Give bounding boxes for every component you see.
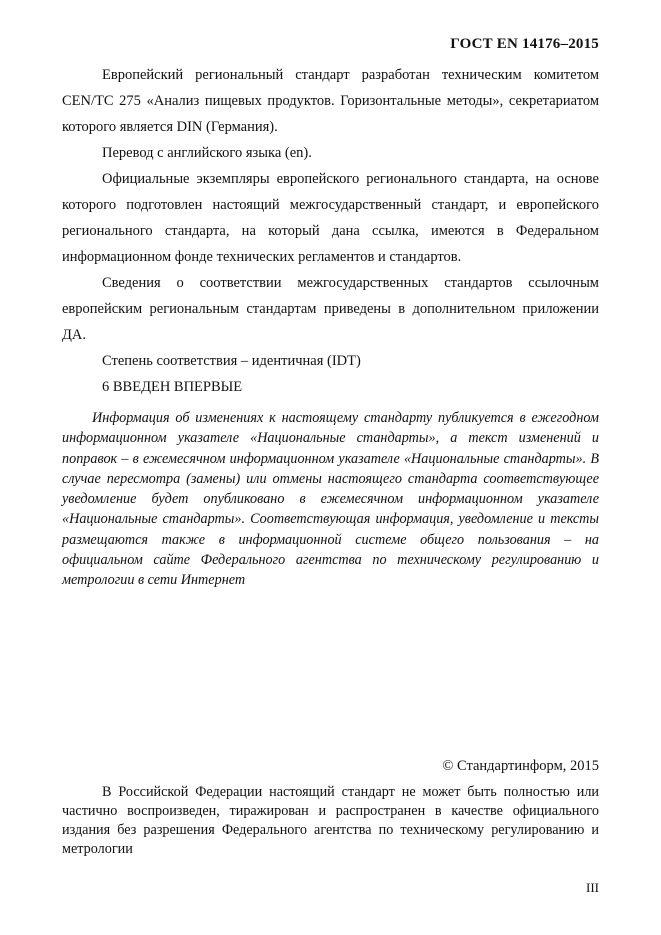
change-notice: Информация об изменениях к настоящему стандарту публикуется в ежегодном информационном указателе «Национальные стандарты», а текст изменений и поправок – в ежемесячном информационном указателе «Национальные стандарты». В случае пересмотра (замены) или отмены настоящего стандарта соответствующее уведомление будет опубликовано в ежемесячном информационном указателе «Национальные стандарты». Соответствующая информация, уведомление и тексты размещаются также в информационной системе общего пользования – на официальном сайте Федерального агентства по техническому регулированию и метрологии в сети Интернет — [62, 410, 599, 589]
paragraph-introduced-first: 6 ВВЕДЕН ВПЕРВЫЕ — [102, 379, 243, 395]
page-number: III — [586, 880, 599, 895]
paragraph-conformity-info: Сведения о соответствии межгосударственных стандартов ссылочным европейским региональным стандартам приведены в дополнительном приложении ДА. — [62, 275, 599, 343]
foreword-body — [62, 62, 599, 400]
paragraph-official-copies: Официальные экземпляры европейского регионального стандарта, на основе которого подготовлен настоящий межгосударственный стандарт, и европейского регионального стандарта, на который дана ссылка, имеются в Федеральном информационном фонде технических регламентов и стандартов. — [62, 171, 599, 265]
page-header-standard-id: ГОСТ EN 14176–2015 — [450, 36, 599, 52]
legal-note: В Российской Федерации настоящий стандарт не может быть полностью или частично воспроизведен, тиражирован и распространен в качестве официального издания без разрешения Федерального агентства по техническому регулированию и метрологии — [62, 784, 599, 857]
paragraph-degree-of-conformity: Степень соответствия – идентичная (IDT) — [102, 353, 361, 369]
paragraph-translation: Перевод с английского языка (en). — [102, 145, 312, 161]
copyright-line: © Стандартинформ, 2015 — [442, 758, 599, 774]
paragraph-committee: Европейский региональный стандарт разработан техническим комитетом CEN/TC 275 «Анализ пищевых продуктов. Горизонтальные методы», секретариатом которого является DIN (Германия). — [62, 67, 599, 135]
